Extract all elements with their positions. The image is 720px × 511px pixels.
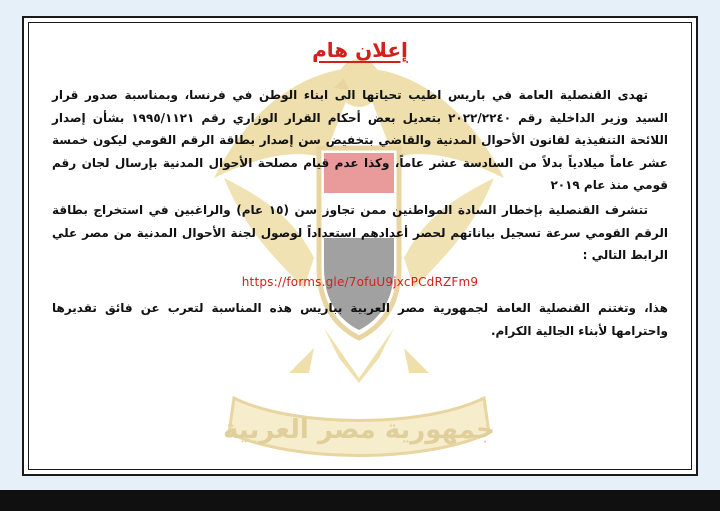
paragraph-closing: هذا، وتغتنم القنصلية العامة لجمهورية مصر العربية بباريس هذه المناسبة لتعرب عن فائق تقديرها واحترامها لأبناء الجالية الكرام. [52,301,668,338]
watermark-text: جمهورية مصر العربية [223,415,495,445]
bottom-bar [0,490,720,511]
paragraph-decree: تهدى القنصلية العامة في باريس اطيب تحياتها الى ابناء الوطن في فرنسا، وبمناسبة صدور قرار السيد وزير الداخلية رقم ٢٠٢٢/٢٢٤٠ بتعديل بعض أحكام القرار الوزاري رقم ١٩٩٥/١١٢١ بشأن إصدار اللائحة التنفيذية لقانون الأحوال المدنية والقاضي بتخفيض سن إصدار بطاقة الرقم القومي ليكون خمسة عشر عاماً ميلادياً بدلاً من السادسة عشر عاماً، وكذا عدم قيام مصلحة الأحوال المدنية بإرسال لجان رقم قومي منذ عام ٢٠١٩ [52,88,669,193]
link-line [52,271,668,294]
announcement-body [52,84,668,343]
announcement-title: إعلان هام [312,38,408,62]
paragraph-registration: تتشرف القنصلية بإخطار السادة المواطنين ممن تجاوز سن (١٥ عام) والراغبين في استخراج بطاقة الرقم القومي سرعة تسجيل بياناتهم لحصر أعدادهم استعداداً لوصول لجنة الأحوال المدنية من مصر علي الرابط التالي : [52,202,668,263]
announcement-frame [22,16,698,476]
registration-form-link[interactable]: https://forms.gle/7ofuU9jxcPCdRZFm9 [241,274,479,289]
